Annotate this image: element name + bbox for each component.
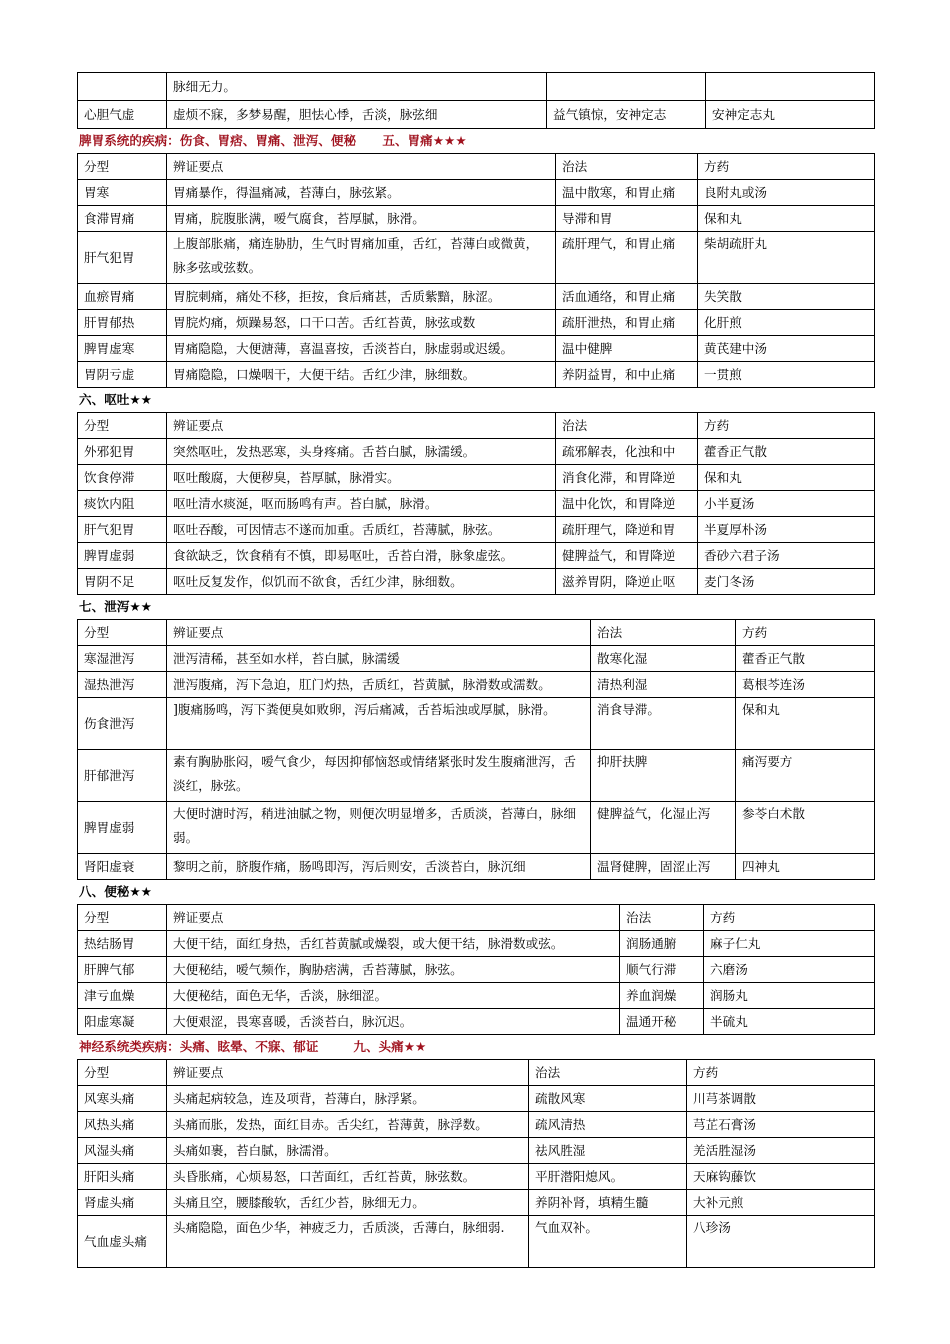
table-stomach-pain: [77, 153, 875, 388]
cell-type: 脾胃虚弱: [78, 802, 167, 854]
header-type: 分型: [78, 154, 167, 180]
cell-key-points: 呕吐吞酸，可因情志不遂而加重。舌质红，苔薄腻，脉弦。: [167, 517, 556, 543]
table-row: [78, 543, 875, 569]
cell-type: 风寒头痛: [78, 1086, 167, 1112]
table-row: [78, 1138, 875, 1164]
cell-formula: 化肝煎: [698, 310, 875, 336]
cell-key-points: 呕吐清水痰涎，呕而肠鸣有声。苔白腻，脉滑。: [167, 491, 556, 517]
cell-treatment: 养阴补肾，填精生髓: [529, 1190, 687, 1216]
cell-key-points: 胃痛隐隐，口燥咽干，大便干结。舌红少津，脉细数。: [167, 362, 556, 388]
table-headache: [77, 1059, 875, 1268]
cell-formula: 半夏厚朴汤: [698, 517, 875, 543]
cell-type: 肝阳头痛: [78, 1164, 167, 1190]
cell-key-points: 大便干结，面红身热，舌红苔黄腻或燥裂，或大便干结，脉滑数或弦。: [167, 931, 620, 957]
cell-formula: 一贯煎: [698, 362, 875, 388]
cell-treatment: 疏肝泄热，和胃止痛: [556, 310, 698, 336]
table-vomiting: [77, 412, 875, 595]
header-treatment: 治法: [591, 620, 736, 646]
cell-treatment: 温中化饮，和胃降逆: [556, 491, 698, 517]
cell-treatment: 清热利湿: [591, 672, 736, 698]
cell-treatment: [547, 73, 706, 101]
table-row: [78, 1112, 875, 1138]
header-type: 分型: [78, 413, 167, 439]
cell-type: 风热头痛: [78, 1112, 167, 1138]
section-heading-vomiting: 六、呕吐★★: [79, 392, 152, 407]
cell-treatment: 气血双补。: [529, 1216, 687, 1268]
cell-formula: 八珍汤: [687, 1216, 875, 1268]
cell-formula: 良附丸或汤: [698, 180, 875, 206]
cell-type: 伤食泄泻: [78, 698, 167, 750]
cell-type: 胃阴亏虚: [78, 362, 167, 388]
cell-treatment: 温肾健脾，固涩止泻: [591, 854, 736, 880]
cell-treatment: 活血通络，和胃止痛: [556, 284, 698, 310]
header-key-points: 辨证要点: [167, 1060, 529, 1086]
cell-key-points: 虚烦不寐，多梦易醒，胆怯心悸，舌淡，脉弦细: [167, 101, 547, 129]
cell-formula: 麦门冬汤: [698, 569, 875, 595]
cell-formula: 六磨汤: [704, 957, 875, 983]
cell-key-points: 突然呕吐，发热恶寒，头身疼痛。舌苔白腻，脉濡缓。: [167, 439, 556, 465]
cell-type: 寒湿泄泻: [78, 646, 167, 672]
table-header-row: [78, 413, 875, 439]
table-row: [78, 1190, 875, 1216]
cell-type: 肾阳虚衰: [78, 854, 167, 880]
cell-formula: 芎芷石膏汤: [687, 1112, 875, 1138]
cell-formula: 柴胡疏肝丸: [698, 232, 875, 284]
cell-treatment: 健脾益气，和胃降逆: [556, 543, 698, 569]
header-key-points: 辨证要点: [167, 413, 556, 439]
table-row: [78, 854, 875, 880]
cell-key-points: 大便艰涩，畏寒喜暖，舌淡苔白，脉沉迟。: [167, 1009, 620, 1035]
cell-key-points: 素有胸胁胀闷，嗳气食少，每因抑郁恼怒或情绪紧张时发生腹痛泄泻，舌淡红，脉弦。: [167, 750, 591, 802]
table-row: [78, 698, 875, 750]
table-row: [78, 931, 875, 957]
cell-treatment: 疏散风寒: [529, 1086, 687, 1112]
header-formula: 方药: [687, 1060, 875, 1086]
table-row: [78, 284, 875, 310]
table-row: [78, 336, 875, 362]
cell-type: 肝脾气郁: [78, 957, 167, 983]
cell-type: 津亏血燥: [78, 983, 167, 1009]
header-treatment: 治法: [556, 154, 698, 180]
section-heading-diarrhea: 七、泄泻★★: [79, 599, 152, 614]
cell-treatment: 滋养胃阴，降逆止呕: [556, 569, 698, 595]
table-header-row: [78, 905, 875, 931]
cell-type: 肝胃郁热: [78, 310, 167, 336]
header-treatment: 治法: [556, 413, 698, 439]
table-header-row: [78, 1060, 875, 1086]
header-treatment: 治法: [529, 1060, 687, 1086]
header-formula: 方药: [736, 620, 875, 646]
cell-key-points: 胃脘刺痛，痛处不移，拒按，食后痛甚，舌质紫黯，脉涩。: [167, 284, 556, 310]
cell-formula: 半硫丸: [704, 1009, 875, 1035]
cell-treatment: 温通开秘: [620, 1009, 704, 1035]
table-row: [78, 491, 875, 517]
cell-key-points: 呕吐酸腐，大便秽臭，苔厚腻，脉滑实。: [167, 465, 556, 491]
cell-formula: 麻子仁丸: [704, 931, 875, 957]
cell-key-points: 头昏胀痛，心烦易怒，口苦面红，舌红苔黄，脉弦数。: [167, 1164, 529, 1190]
cell-key-points: 胃痛隐隐，大便溏薄，喜温喜按，舌淡苔白，脉虚弱或迟缓。: [167, 336, 556, 362]
cell-type: 阳虚寒凝: [78, 1009, 167, 1035]
section-heading-stomach-pain: 脾胃系统的疾病：伤食、胃痞、胃痛、泄泻、便秘 五、胃痛★★★: [79, 133, 467, 148]
table-row: [78, 1086, 875, 1112]
table-row: [78, 206, 875, 232]
table-row: [78, 439, 875, 465]
cell-type: 血瘀胃痛: [78, 284, 167, 310]
cell-type: 肾虚头痛: [78, 1190, 167, 1216]
cell-type: 饮食停滞: [78, 465, 167, 491]
table-diarrhea: [77, 619, 875, 880]
table-row: [78, 1164, 875, 1190]
table-row: [78, 569, 875, 595]
cell-treatment: 养血润燥: [620, 983, 704, 1009]
cell-formula: [706, 73, 875, 101]
cell-type: 气血虚头痛: [78, 1216, 167, 1268]
table-row: [78, 750, 875, 802]
header-formula: 方药: [698, 154, 875, 180]
header-formula: 方药: [698, 413, 875, 439]
cell-key-points: 头痛而胀，发热，面红目赤。舌尖红，苔薄黄，脉浮数。: [167, 1112, 529, 1138]
cell-formula: 四神丸: [736, 854, 875, 880]
header-type: 分型: [78, 620, 167, 646]
cell-treatment: 温中散寒，和胃止痛: [556, 180, 698, 206]
cell-key-points: 上腹部胀痛，痛连胁肋，生气时胃痛加重，舌红，苔薄白或微黄，脉多弦或弦数。: [167, 232, 556, 284]
cell-formula: 藿香正气散: [698, 439, 875, 465]
cell-type: 肝气犯胃: [78, 232, 167, 284]
cell-key-points: 头痛如裹，苔白腻，脉濡滑。: [167, 1138, 529, 1164]
table-row: [78, 802, 875, 854]
table-row: [78, 362, 875, 388]
cell-formula: 参苓白术散: [736, 802, 875, 854]
cell-key-points: 黎明之前，脐腹作痛，肠鸣即泻，泻后则安，舌淡苔白，脉沉细: [167, 854, 591, 880]
cell-formula: 川芎茶调散: [687, 1086, 875, 1112]
cell-key-points: 泄泻清稀，甚至如水样，苔白腻，脉濡缓: [167, 646, 591, 672]
cell-key-points: 呕吐反复发作，似饥而不欲食，舌红少津，脉细数。: [167, 569, 556, 595]
cell-type: 痰饮内阻: [78, 491, 167, 517]
table-carryover: [77, 72, 875, 129]
cell-treatment: 疏肝理气，降逆和胃: [556, 517, 698, 543]
header-type: 分型: [78, 905, 167, 931]
cell-formula: 保和丸: [698, 465, 875, 491]
cell-formula: 失笑散: [698, 284, 875, 310]
cell-type: 心胆气虚: [78, 101, 167, 129]
cell-treatment: 健脾益气，化湿止泻: [591, 802, 736, 854]
cell-key-points: ]腹痛肠鸣，泻下粪便臭如败卵，泻后痛减，舌苔垢浊或厚腻，脉滑。: [167, 698, 591, 750]
cell-treatment: 疏风清热: [529, 1112, 687, 1138]
cell-key-points: 大便秘结，面色无华，舌淡，脉细涩。: [167, 983, 620, 1009]
table-row: [78, 1216, 875, 1268]
cell-treatment: 消食化滞，和胃降逆: [556, 465, 698, 491]
header-treatment: 治法: [620, 905, 704, 931]
cell-key-points: 大便秘结，嗳气频作，胸胁痞满，舌苔薄腻，脉弦。: [167, 957, 620, 983]
cell-treatment: 疏邪解表，化浊和中: [556, 439, 698, 465]
cell-key-points: 脉细无力。: [167, 73, 547, 101]
cell-treatment: 养阴益胃，和中止痛: [556, 362, 698, 388]
cell-treatment: 导滞和胃: [556, 206, 698, 232]
header-key-points: 辨证要点: [167, 154, 556, 180]
cell-type: 肝气犯胃: [78, 517, 167, 543]
cell-treatment: 消食导滞。: [591, 698, 736, 750]
cell-type: 胃寒: [78, 180, 167, 206]
table-row: [78, 1009, 875, 1035]
cell-type: 风湿头痛: [78, 1138, 167, 1164]
table-row: [78, 672, 875, 698]
cell-type: 外邪犯胃: [78, 439, 167, 465]
cell-treatment: 顺气行滞: [620, 957, 704, 983]
cell-treatment: 抑肝扶脾: [591, 750, 736, 802]
table-row: [78, 957, 875, 983]
table-row: [78, 646, 875, 672]
cell-key-points: 食欲缺乏，饮食稍有不慎，即易呕吐，舌苔白滑，脉象虚弦。: [167, 543, 556, 569]
table-header-row: [78, 620, 875, 646]
cell-formula: 香砂六君子汤: [698, 543, 875, 569]
cell-key-points: 大便时溏时泻，稍进油腻之物，则便次明显增多，舌质淡，苔薄白，脉细弱。: [167, 802, 591, 854]
cell-key-points: 胃痛暴作，得温痛减，苔薄白，脉弦紧。: [167, 180, 556, 206]
cell-treatment: 温中健脾: [556, 336, 698, 362]
cell-formula: 天麻钩藤饮: [687, 1164, 875, 1190]
cell-type: 热结肠胃: [78, 931, 167, 957]
cell-key-points: 胃痛，脘腹胀满，嗳气腐食，苔厚腻，脉滑。: [167, 206, 556, 232]
header-key-points: 辨证要点: [167, 620, 591, 646]
cell-treatment: 散寒化湿: [591, 646, 736, 672]
section-heading-constipation: 八、便秘★★: [79, 884, 152, 899]
cell-formula: 痛泻要方: [736, 750, 875, 802]
header-type: 分型: [78, 1060, 167, 1086]
cell-formula: 羌活胜湿汤: [687, 1138, 875, 1164]
cell-formula: 大补元煎: [687, 1190, 875, 1216]
cell-formula: 保和丸: [736, 698, 875, 750]
cell-treatment: 祛风胜湿: [529, 1138, 687, 1164]
cell-key-points: 胃脘灼痛，烦躁易怒，口干口苦。舌红苔黄，脉弦或数: [167, 310, 556, 336]
cell-type: 肝郁泄泻: [78, 750, 167, 802]
cell-type: 脾胃虚弱: [78, 543, 167, 569]
cell-formula: 保和丸: [698, 206, 875, 232]
table-row: [78, 465, 875, 491]
table-row: [78, 310, 875, 336]
cell-treatment: 益气镇惊，安神定志: [547, 101, 706, 129]
table-header-row: [78, 154, 875, 180]
cell-key-points: 头痛隐隐，面色少华，神疲乏力，舌质淡，舌薄白，脉细弱.: [167, 1216, 529, 1268]
table-row: [78, 101, 875, 129]
document-page: [77, 72, 874, 1268]
cell-formula: 润肠丸: [704, 983, 875, 1009]
cell-formula: 黄芪建中汤: [698, 336, 875, 362]
cell-key-points: 泄泻腹痛，泻下急迫，肛门灼热，舌质红，苔黄腻，脉滑数或濡数。: [167, 672, 591, 698]
table-row: [78, 232, 875, 284]
cell-type: 食滞胃痛: [78, 206, 167, 232]
cell-type: 脾胃虚寒: [78, 336, 167, 362]
cell-type: [78, 73, 167, 101]
cell-formula: 小半夏汤: [698, 491, 875, 517]
cell-treatment: 平肝潜阳熄风。: [529, 1164, 687, 1190]
header-key-points: 辨证要点: [167, 905, 620, 931]
table-row: [78, 983, 875, 1009]
table-row: [78, 73, 875, 101]
section-heading-headache: 神经系统类疾病：头痛、眩晕、不寐、郁证 九、头痛★★: [79, 1039, 427, 1054]
cell-treatment: 润肠通腑: [620, 931, 704, 957]
cell-formula: 葛根芩连汤: [736, 672, 875, 698]
cell-key-points: 头痛起病较急，连及项背，苔薄白，脉浮紧。: [167, 1086, 529, 1112]
cell-formula: 藿香正气散: [736, 646, 875, 672]
table-row: [78, 517, 875, 543]
table-row: [78, 180, 875, 206]
table-constipation: [77, 904, 875, 1035]
cell-key-points: 头痛且空，腰膝酸软，舌红少苔，脉细无力。: [167, 1190, 529, 1216]
cell-formula: 安神定志丸: [706, 101, 875, 129]
header-formula: 方药: [704, 905, 875, 931]
cell-treatment: 疏肝理气，和胃止痛: [556, 232, 698, 284]
cell-type: 湿热泄泻: [78, 672, 167, 698]
cell-type: 胃阴不足: [78, 569, 167, 595]
